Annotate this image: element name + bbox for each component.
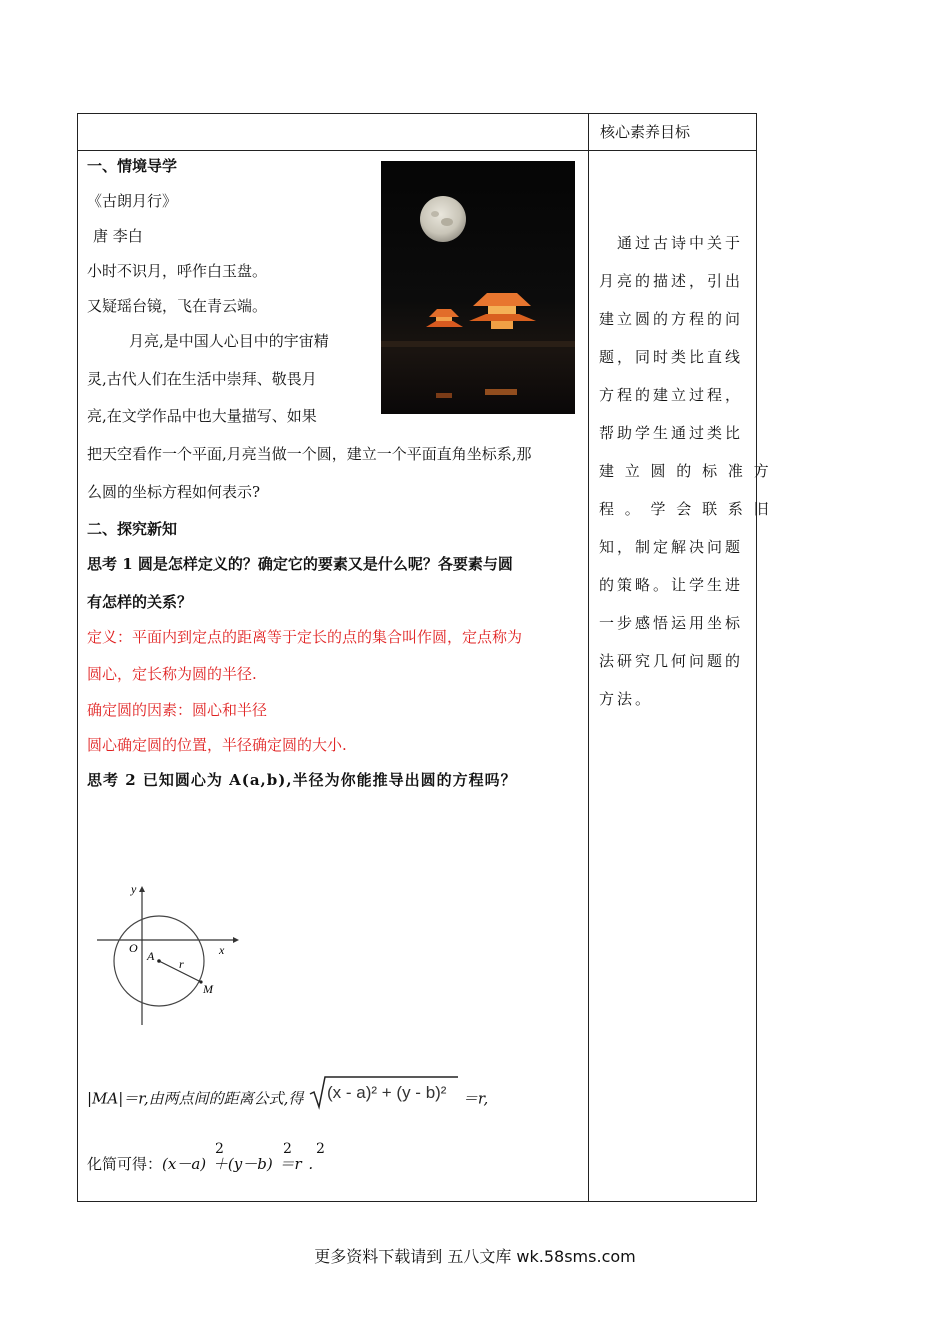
formula-prefix: |MA|＝r,由两点间的距离公式,得	[87, 1089, 304, 1108]
side-note-line: 一步感悟运用坐标	[599, 614, 744, 632]
side-note-line: 方法。	[599, 690, 654, 708]
think1-line-2: 有怎样的关系？	[87, 593, 193, 611]
think1-line-1: 思考 1 圆是怎样定义的？确定它的要素又是什么呢？各要素与圆	[87, 555, 513, 573]
poem-line-2: 又疑瑶台镜，飞在青云端。	[87, 297, 268, 315]
simplified-prefix: 化简可得：	[87, 1155, 163, 1173]
header-divider	[78, 150, 756, 151]
column-divider	[588, 114, 589, 1201]
section2-heading: 二、探究新知	[87, 520, 178, 538]
relation-line: 圆心确定圆的位置，半径确定圆的大小.	[87, 736, 347, 754]
formula-suffix: ＝r,	[462, 1089, 489, 1108]
intro-line-1: 月亮,是中国人心目中的宇宙精	[129, 332, 329, 350]
point-m-label: M	[203, 982, 213, 996]
think2-line: 思考 2 已知圆心为 A(a,b),半径为你能推导出圆的方程吗？	[87, 771, 517, 789]
poem-author: 唐 李白	[93, 227, 143, 245]
moon-pagoda-photo	[381, 161, 575, 414]
sqrt-symbol	[308, 1074, 458, 1110]
factor-line: 确定圆的因素：圆心和半径	[87, 701, 268, 719]
intro-line-5: 么圆的坐标方程如何表示?	[87, 483, 261, 501]
lesson-table	[77, 113, 772, 1202]
center-point	[157, 959, 161, 963]
simplified-body: (x－a) ＋(y－b) ＝r .	[162, 1155, 314, 1173]
exponent-2: 2	[283, 1141, 292, 1157]
poem-line-1: 小时不识月，呼作白玉盘。	[87, 262, 268, 280]
exponent-3: 2	[316, 1141, 325, 1157]
y-axis-label: y	[131, 882, 137, 896]
x-axis-arrow	[233, 937, 239, 943]
section1-heading: 一、情境导学	[87, 157, 178, 175]
x-axis-label: x	[219, 943, 225, 957]
side-note-line: 法研究几何问题的	[599, 652, 744, 670]
side-note-line: 题，同时类比直线	[599, 348, 744, 366]
exponent-1: 2	[215, 1141, 224, 1157]
side-note-line: 建 立 圆 的 标 准 方	[599, 462, 772, 480]
simplified-equation	[87, 1154, 313, 1174]
center-label: A	[147, 949, 155, 963]
definition-line-1: 定义：平面内到定点的距离等于定长的点的集合叫作圆，定点称为	[87, 628, 523, 646]
side-notes	[599, 224, 772, 718]
intro-line-4: 把天空看作一个平面,月亮当做一个圆，建立一个平面直角坐标系,那	[87, 445, 532, 463]
sqrt-expression	[308, 1074, 458, 1125]
side-note-line: 程 。 学 会 联 系 旧	[599, 500, 772, 518]
right-column-header: 核心素养目标	[600, 123, 691, 141]
radius-label: r	[179, 957, 184, 971]
circle-diagram	[91, 879, 241, 1029]
side-note-line: 月亮的描述，引出	[599, 272, 744, 290]
sqrt-content: (x - a)² + (y - b)²	[327, 1083, 447, 1102]
y-axis-arrow	[139, 886, 145, 892]
intro-line-3: 亮,在文学作品中也大量描写、如果	[87, 407, 317, 425]
side-note-line: 的策略。让学生进	[599, 576, 744, 594]
side-note-line: 方程的建立过程，	[599, 386, 744, 404]
photo-illustration	[381, 161, 575, 414]
footer-link[interactable]: 更多资料下载请到 五八文库 wk.58sms.com	[314, 1247, 636, 1266]
origin-label: O	[129, 941, 138, 955]
moon	[420, 196, 466, 242]
side-note-line: 知，制定解决问题	[599, 538, 744, 556]
distance-formula-line	[87, 1074, 488, 1125]
side-note-line: 通过古诗中关于	[599, 234, 744, 252]
intro-line-2: 灵,古代人们在生活中崇拜、敬畏月	[87, 370, 317, 388]
side-note-line: 建立圆的方程的问	[599, 310, 744, 328]
definition-line-2: 圆心，定长称为圆的半径.	[87, 665, 257, 683]
side-note-line: 帮助学生通过类比	[599, 424, 744, 442]
poem-title: 《古朗月行》	[87, 192, 178, 210]
